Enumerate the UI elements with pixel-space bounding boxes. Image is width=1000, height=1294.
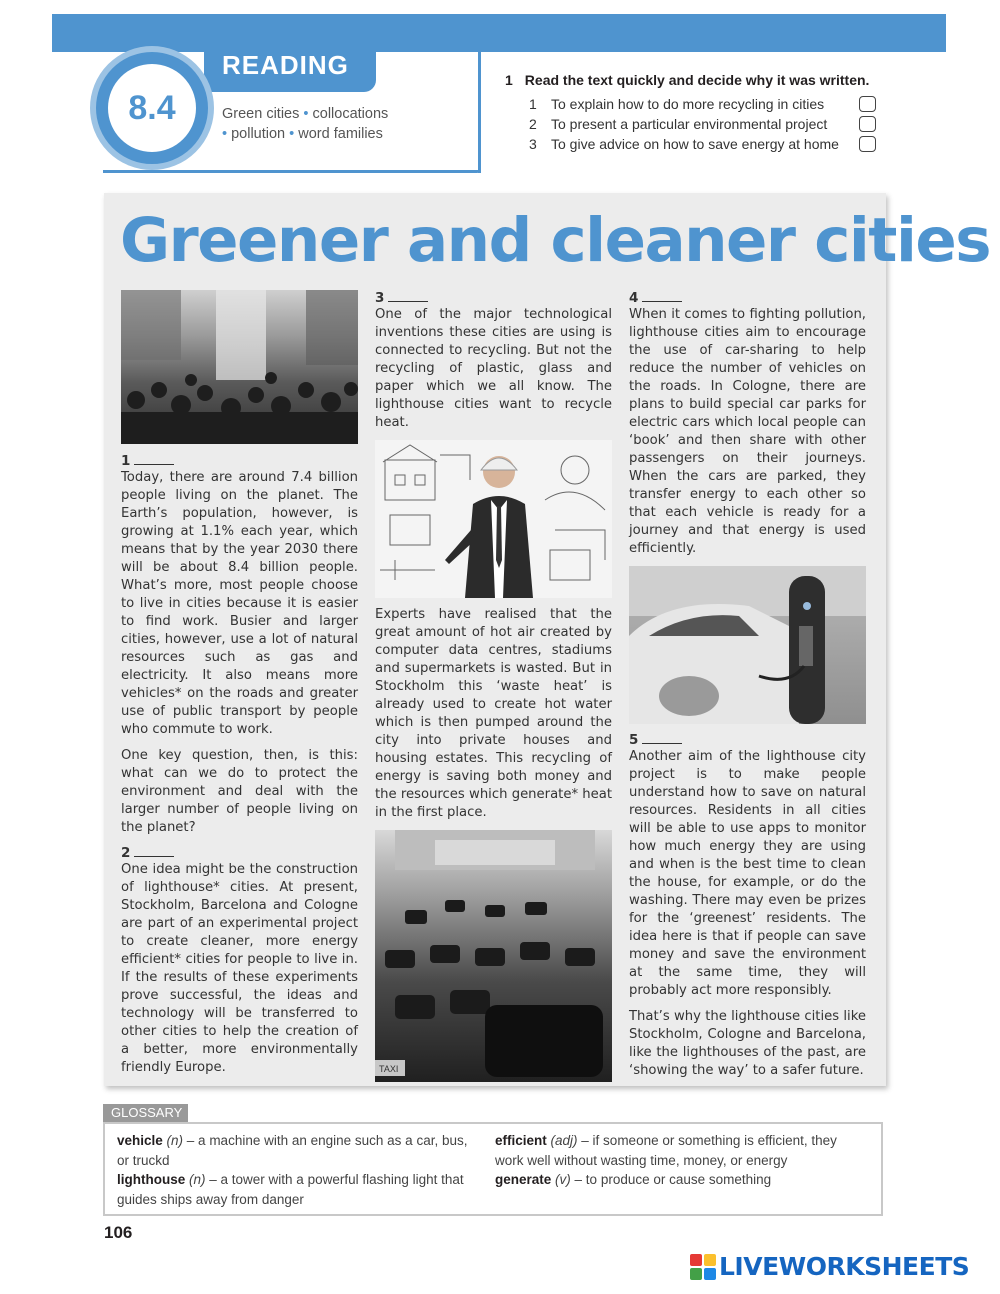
unit-badge [90,46,214,170]
engineer-photo [375,440,612,598]
answer-checkbox-2[interactable] [859,116,876,132]
electric-car-photo [629,566,866,724]
brand-name: LIVEWORKSHEETS [719,1252,970,1281]
paragraph-number-3: 3 [375,290,612,306]
paragraph-5: Another aim of the lighthouse city project is to make people understand how to save on natural resources. Residents in all cities will be able to use apps to monitor how much energy they are using and when is the best time to clean the house, for example, or do the washing. There may even be prizes for the ‘greenest’ residents. The idea here is that if people can save money and save the environment at the same time, they will probably act more responsibly. [629,749,866,998]
option-number: 2 [529,116,537,132]
glossary-entry-lighthouse: lighthouse (n) – a tower with a powerful flashing light that guides ships away from danger [117,1172,464,1207]
topic-collocations: collocations [312,106,389,122]
header-band [52,14,946,52]
exercise-question: Read the text quickly and decide why it was written. [524,72,870,88]
paragraph-5b: That’s why the lighthouse cities like Stockholm, Cologne and Barcelona, like the lighthouses of the past, are ‘showing the way’ to a safer future. [629,1009,866,1078]
bullet-icon: • [222,126,228,142]
paragraph-number-1: 1 [121,453,358,469]
traffic-image [375,830,612,1082]
answer-checkbox-1[interactable] [859,96,876,112]
option-1 [505,94,876,114]
answer-blank-5[interactable] [642,743,682,744]
glossary-column-2 [495,1131,855,1190]
taxi-sign: TAXI [379,1064,399,1074]
engineer-sketch-image [375,440,612,598]
paragraph-3b: Experts have realised that the great amount of hot air created by computer data centres, stadiums and supermarkets is wasted. But in Stockholm this ‘waste heat’ is already used to create hot water which is then pumped around the city into private houses and housing estates. This recycling of energy is saving both money and the resources which generate* heat in the first place. [375,607,612,820]
glossary-entry-efficient: efficient (adj) – if someone or something is efficient, they work well without wasting time, money, or energy [495,1133,837,1168]
glossary-entry-generate: generate (v) – to produce or cause something [495,1172,772,1187]
liveworksheets-logo [690,1252,969,1281]
article-column-1 [121,290,358,1085]
answer-blank-1[interactable] [134,464,174,465]
logo-icon [690,1254,716,1280]
answer-blank-3[interactable] [388,301,428,302]
exercise-1 [505,72,876,154]
article-column-2 [375,290,612,1082]
option-number: 1 [529,96,537,112]
option-number: 3 [529,136,537,152]
topic-pollution: pollution [231,126,286,142]
paragraph-1: Today, there are around 7.4 billion people living on the planet. The Earth’s population, however, is growing at 1.1% each year, which means that by the year 2030 there will be about 8.4 billion people. What’s more, most people choose to live in cities because it is easier to find work. Busier and larger cities, however, use a lot of natural resources such as gas and electricity. It also means more vehicles* on the roads and greater use of public transport by people who commute to work. [121,470,358,737]
crowd-photo [121,290,358,444]
glossary-label: GLOSSARY [103,1104,188,1123]
article-panel [104,193,991,1086]
option-text: To present a particular environmental project [551,116,828,132]
glossary-column-1 [117,1131,472,1209]
paragraph-number-4: 4 [629,290,866,306]
option-2 [505,114,876,134]
paragraph-number-5: 5 [629,732,866,748]
paragraph-4: When it comes to fighting pollution, lighthouse cities aim to encourage the use of car-sharing to help reduce the number of vehicles on the roads. In Cologne, there are plans to build special car parks for electric cars which local people can ‘book’ and then share with other passengers on their journeys. When the cars are parked, they transfer energy to each other so that each vehicle is ready for a journey and that energy is used efficiently. [629,307,866,556]
section-label: READING [222,50,349,80]
paragraph-1b: One key question, then, is this: what can we do to protect the environment and deal with the larger number of people living on the planet? [121,748,358,835]
article-title: Greener and cleaner cities [120,205,991,276]
glossary-box [103,1122,883,1216]
header-underline [103,170,480,173]
option-text: To explain how to do more recycling in cities [551,96,825,112]
bullet-icon: • [289,126,295,142]
page-number: 106 [104,1223,133,1242]
header-divider [478,52,481,173]
paragraph-number-2: 2 [121,845,358,861]
option-text: To give advice on how to save energy at home [551,136,839,152]
charging-car-image [629,566,866,724]
paragraph-2: One idea might be the construction of lighthouse* cities. At present, Stockholm, Barcelona and Cologne are part of an experimental project to create cleaner, more energy efficient* cities for people to live in. If the results of these experiments prove successful, the ideas and technology will be transferred to other cities to help the creation of a better, more environmentally friendly Europe. [121,862,358,1075]
article-column-3 [629,290,866,1088]
paragraph-3: One of the major technological inventions these cities are using is connected to recycling. But not the recycling of plastic, glass and paper which we all know. The lighthouse cities want to recycle heat. [375,307,612,430]
topic-green-cities: Green cities [222,106,300,122]
answer-blank-2[interactable] [134,856,174,857]
option-3 [505,134,876,154]
section-tab [204,44,376,92]
glossary-entry-vehicle: vehicle (n) – a machine with an engine such as a car, bus, or truckd [117,1133,468,1168]
topic-word-families: word families [298,126,383,142]
answer-blank-4[interactable] [642,301,682,302]
exercise-number: 1 [505,72,513,88]
topics-list [222,104,388,144]
traffic-photo [375,830,612,1082]
crowd-image [121,290,358,444]
bullet-icon: • [303,106,309,122]
answer-checkbox-3[interactable] [859,136,876,152]
unit-number: 8.4 [108,64,196,152]
